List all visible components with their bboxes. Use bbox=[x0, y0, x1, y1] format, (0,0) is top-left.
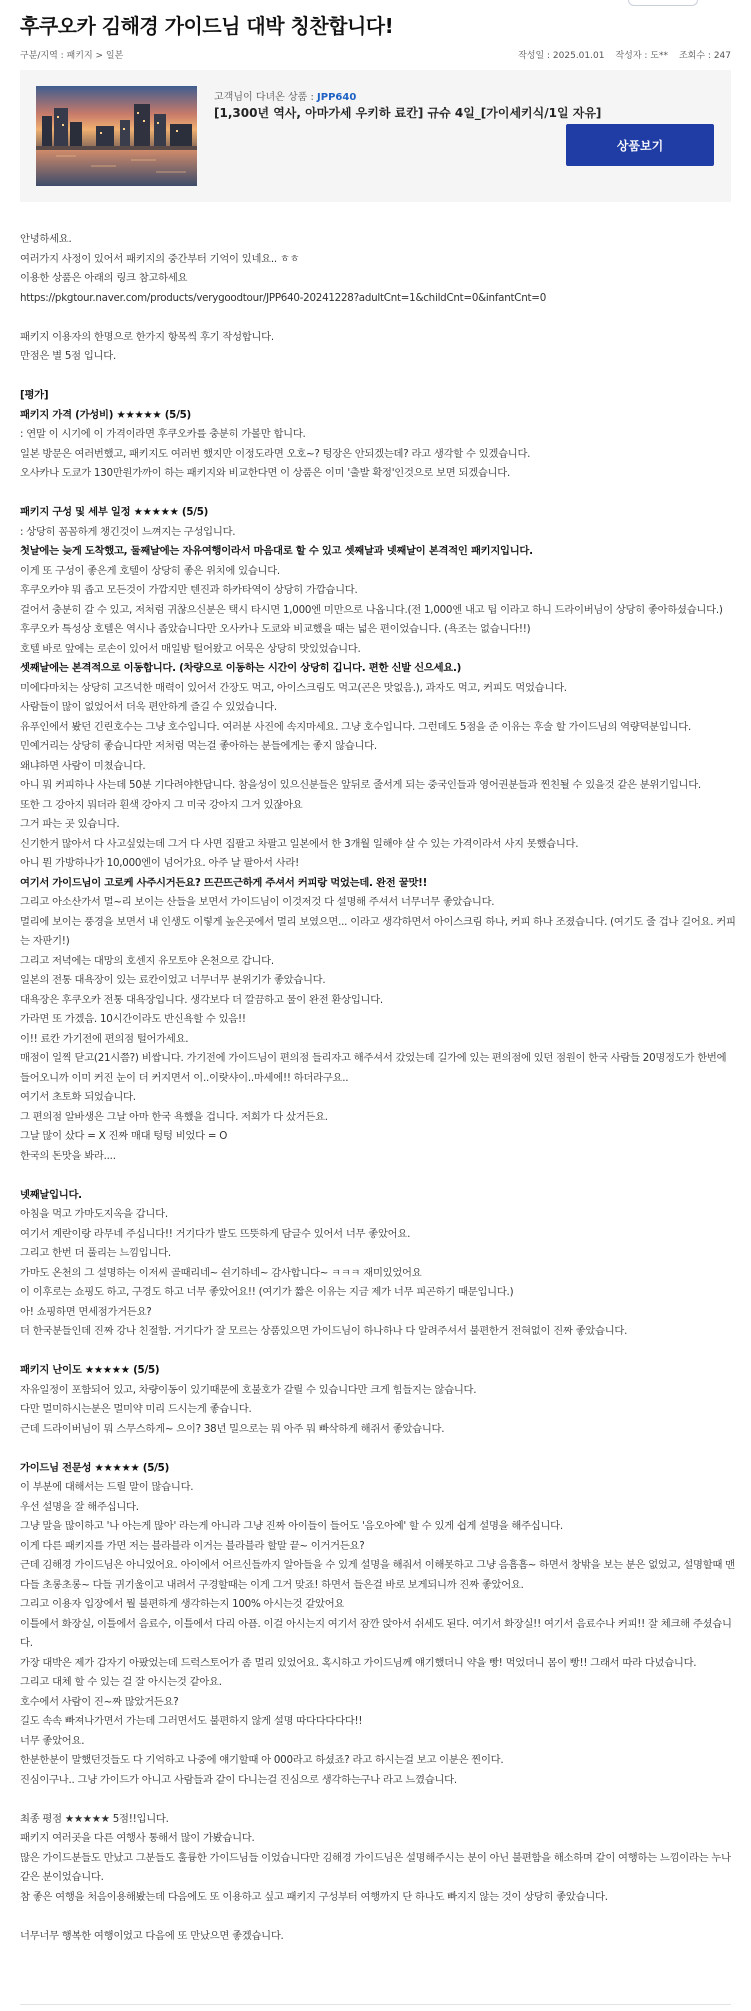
review-line: 가라면 또 가겠음. 10시간이라도 반신욕할 수 있음!! bbox=[20, 1013, 246, 1025]
review-line: 최종 평점 ★★★★★ 5점!!입니다. bbox=[20, 1812, 169, 1825]
review-line: 멀리에 보이는 풍경을 보면서 내 인생도 이렇게 높은곳에서 멀리 보였으면... 이라고 생각하면서 아이스크림 하나, 커피 하나 조졌습니다. (여기도 줄 겁나 길어요. 커피는 자판기!) bbox=[20, 915, 736, 947]
review-line: 또한 그 강아지 뭐더라 흰색 강아지 그 미국 강아지 그거 있잖아요 bbox=[20, 798, 303, 811]
review-line: 가이드님 전문성 ★★★★★ (5/5) bbox=[20, 1461, 170, 1474]
review-line: 그 편의점 알바생은 그날 아마 한국 욕했을 겁니다. 저희가 다 샀거든요. bbox=[20, 1110, 328, 1123]
review-line: 후쿠오카 특성상 호텔은 역시나 좁았습니다만 오사카나 도쿄와 비교했을 때는 넓은 편이었습니다. (욕조는 없습니다!!) bbox=[20, 623, 531, 635]
review-line: [평가] bbox=[20, 389, 49, 401]
review-line: 여기서 계란이랑 라무네 주십니다!! 거기다가 발도 뜨뜻하게 담글수 있어서 너무 좋았어요. bbox=[20, 1227, 411, 1240]
review-line: 다만 멀미하시는분은 멀미약 미리 드시는게 좋습니다. bbox=[20, 1403, 252, 1415]
review-line: 걸어서 충분히 갈 수 있고, 저처럼 귀찮으신분은 택시 타시면 1,000엔 미만으로 나옵니다.(전 1,000엔 내고 팁 이라고 하니 드라이버님이 상당히 좋아하셨습니다.) bbox=[20, 603, 723, 616]
review-line: 셋째날에는 본격적으로 이동합니다. (차량으로 이동하는 시간이 상당히 깁니다. 편한 신발 신으세요.) bbox=[20, 662, 462, 674]
bottom-divider bbox=[20, 2004, 731, 2005]
review-line: 이!! 료칸 가기전에 편의점 털어가세요. bbox=[20, 1032, 189, 1045]
review-line: 오사카나 도쿄가 130만원가까이 하는 패키지와 비교한다면 이 상품은 이미 '출발 확정'인것으로 보면 되겠습니다. bbox=[20, 467, 511, 479]
review-line: 패키지 여러곳을 다른 여행사 통해서 많이 가봤습니다. bbox=[20, 1832, 255, 1844]
review-line: 그리고 저녁에는 대망의 호센지 유모토야 온천으로 갑니다. bbox=[20, 954, 274, 967]
review-line: 근데 드라이버님이 뭐 스무스하게~ 으이? 38년 밀으로는 뭐 아주 뭐 빠삭하게 해쥐서 좋았습니다. bbox=[20, 1422, 445, 1435]
review-line: 진심이구나.. 그냥 가이드가 아니고 사람들과 같이 다니는걸 진심으로 생각하는구나 라고 느꼈습니다. bbox=[20, 1773, 457, 1786]
review-line: 많은 가이드분들도 만났고 그분들도 훌륭한 가이드님들 이었습니다만 김해경 가이드님은 설명해주시는 분이 아닌 불편함을 해소하며 같이 여행하는 느낌이라는 누나 같은 분이었습니다. bbox=[20, 1851, 731, 1883]
review-line: 너무너무 행복한 여행이었고 다음에 또 만났으면 좋겠습니다. bbox=[20, 1929, 284, 1942]
review-line: 패키지 난이도 ★★★★★ (5/5) bbox=[20, 1364, 160, 1376]
post-meta-right bbox=[518, 48, 731, 61]
post-author: 작성자 : 도** bbox=[615, 51, 668, 61]
review-line: 안녕하세요. bbox=[20, 233, 72, 245]
review-blank-line bbox=[20, 1790, 736, 1810]
review-line: 일본 방문은 여러번했고, 패키지도 여러번 했지만 이정도라면 오호~? 텅장은 안되겠는데? 라고 생각할 수 있겠습니다. bbox=[20, 447, 531, 460]
review-line: 넷째날입니다. bbox=[20, 1188, 82, 1201]
review-line: 이게 다른 패키지를 가면 저는 블라블라 이거는 블라블라 할말 끝~ 이거거든요? bbox=[20, 1539, 365, 1552]
review-line: 민예거리는 상당히 좋습니다만 저처럼 먹는걸 좋아하는 분들에게는 좋지 않습니다. bbox=[20, 740, 377, 752]
review-line: 사람들이 많이 없었어서 더욱 편안하게 즐길 수 있었습니다. bbox=[20, 701, 277, 713]
review-blank-line bbox=[20, 1907, 736, 1927]
review-line: 아니 뭐 커피하나 사는데 50분 기다려야한답니다. 참을성이 있으신분들은 앞뒤로 줄서게 되는 중국인들과 영어권분들과 찐친될 수 있을것 같은 분위기입니다. bbox=[20, 779, 701, 791]
review-line: 미에다마치는 상당히 고즈넉한 매력이 있어서 간장도 먹고, 아이스크림도 먹고(곤은 맛없음.), 과자도 먹고, 커피도 먹었습니다. bbox=[20, 681, 567, 694]
product-card bbox=[20, 70, 731, 202]
review-line: 패키지 이용자의 한명으로 한가지 항목씩 후기 작성합니다. bbox=[20, 330, 274, 343]
product-code[interactable]: JPP640 bbox=[317, 92, 357, 103]
review-line: 참 좋은 여행을 처음이용해봤는데 다음에도 또 이용하고 싶고 패키지 구성부터 여행까지 단 하나도 빠지지 않는 것이 상당히 좋았습니다. bbox=[20, 1890, 608, 1903]
review-line: 아! 쇼핑하면 면세점가거든요? bbox=[20, 1305, 152, 1318]
review-line: 이 부분에 대해서는 드릴 말이 많습니다. bbox=[20, 1481, 194, 1493]
review-line: 여기서 가이드님이 고로케 사주시거든요? 뜨끈뜨근하게 주셔서 커피랑 먹었는데. 완전 꿀맛!! bbox=[20, 876, 428, 889]
post-meta bbox=[20, 48, 731, 62]
review-line: 대욕장은 후쿠오카 전통 대욕장입니다. 생각보다 더 깔끔하고 물이 완전 환상입니다. bbox=[20, 993, 383, 1006]
review-blank-line bbox=[20, 1166, 736, 1186]
review-blank-line bbox=[20, 1342, 736, 1362]
review-line: 이용한 상품은 아래의 링크 참고하세요 bbox=[20, 272, 188, 284]
page-title: 후쿠오카 김해경 가이드님 대박 칭찬합니다! bbox=[20, 14, 394, 38]
review-line: 가장 대박은 제가 갑자기 아팠었는데 드럭스토어가 좀 멀리 있었어요. 혹시하고 가이드님께 얘기했더니 약을 빵! 먹었더니 몸이 빵!! 그래서 따라 다녔습니다. bbox=[20, 1656, 697, 1669]
review-line: 왜냐하면 사람이 미쳤습니다. bbox=[20, 759, 146, 772]
review-line: 그거 파는 곳 있습니다. bbox=[20, 818, 120, 830]
top-action-button[interactable] bbox=[628, 0, 698, 6]
product-thumbnail[interactable] bbox=[36, 86, 197, 186]
review-blank-line bbox=[20, 308, 736, 328]
review-line: 그리고 한번 더 풀리는 느낌입니다. bbox=[20, 1247, 171, 1259]
review-line: 근데 김해경 가이드님은 아니었어요. 아이에서 어르신들까지 알아들을 수 있게 설명을 해줘서 이해못하고 그냥 음흠흠~ 하면서 창밖을 보는 분은 없었고, 설명할때 맨 다들 초롱초롱~ 다들 귀기울이고 내려서 구경할때는 이게 그거 맞죠! 하면서 들은걸 바로 보게되니까 진짜 좋았어요. bbox=[20, 1559, 735, 1591]
review-line: 첫날에는 늦게 도착했고, 둘째날에는 자유여행이라서 마음대로 할 수 있고 셋째날과 넷째날이 본격적인 패키지입니다. bbox=[20, 545, 533, 557]
review-line: 여러가지 사정이 있어서 패키지의 중간부터 기억이 있네요.. ㅎㅎ bbox=[20, 252, 300, 265]
review-line: 우선 설명을 잘 해주십니다. bbox=[20, 1500, 139, 1513]
review-body bbox=[20, 230, 736, 1946]
review-line: : 연말 이 시기에 이 가격이라면 후쿠오카를 충분히 가볼만 합니다. bbox=[20, 428, 306, 440]
review-line: 한국의 돈맛을 봐라.... bbox=[20, 1149, 116, 1162]
review-line: 아니 뭔 가방하나가 10,000엔이 넘어가요. 아주 날 팔아서 사라! bbox=[20, 857, 299, 869]
review-line: 패키지 구성 및 세부 일정 ★★★★★ (5/5) bbox=[20, 506, 209, 518]
post-views: 조회수 : 247 bbox=[678, 51, 731, 61]
product-label bbox=[214, 88, 356, 103]
product-name[interactable]: [1,300년 역사, 아마가세 우키하 료칸] 규슈 4일_[가이세키식/1일 자유] bbox=[214, 106, 602, 120]
review-line: 이 이후로는 쇼핑도 하고, 구경도 하고 너무 좋았어요!! (여기가 짧은 이유는 지금 제가 너무 피곤하기 때문입니다.) bbox=[20, 1286, 514, 1298]
review-line: 그리고 이용자 입장에서 뭘 불편하게 생각하는지 100% 아시는것 같았어요 bbox=[20, 1598, 345, 1610]
review-line: 후쿠오카야 뭐 좁고 모든것이 가깝지만 텐진과 하카타역이 상당히 가깝습니다. bbox=[20, 584, 358, 596]
review-line: 이틀에서 화장실, 이틀에서 음료수, 이틀에서 다리 아픔. 이걸 아시는지 여기서 잠깐 앉아서 쉬세도 된다. 여기서 화장실!! 여기서 음료수나 커피!! 잘 체크해 주셨습니다. bbox=[20, 1617, 732, 1649]
review-line: 그리고 대체 할 수 있는 걸 잘 아시는것 같아요. bbox=[20, 1676, 222, 1688]
review-line: 그리고 아소산가서 멀~리 보이는 산들을 보면서 가이드님이 이것저것 다 설명해 주셔서 너무너무 좋았습니다. bbox=[20, 896, 495, 908]
review-line: 만점은 별 5점 입니다. bbox=[20, 350, 116, 362]
review-line: 자유일정이 포함되어 있고, 차량이동이 있기때문에 호불호가 갈릴 수 있습니다만 크게 힘들지는 않습니다. bbox=[20, 1383, 477, 1396]
review-line: https://pkgtour.naver.com/products/verygoodtour/JPP640-20241228?adultCnt=1&childCnt=0&infantCnt=0 bbox=[20, 291, 546, 304]
breadcrumb: 구분/지역 : 패키지 > 일본 bbox=[20, 51, 124, 61]
review-line: 여기서 초토화 되었습니다. bbox=[20, 1091, 136, 1103]
review-line: 그냥 말을 많이하고 '나 아는게 많아' 라는게 아니라 그냥 진짜 아이들이 들어도 '음오아예' 할 수 있게 쉽게 설명을 해주십니다. bbox=[20, 1520, 563, 1532]
review-line: 이게 또 구성이 좋은게 호텔이 상당히 좋은 위치에 있습니다. bbox=[20, 564, 280, 577]
review-blank-line bbox=[20, 484, 736, 504]
review-line: 더 한국분들인데 진짜 강나 친절함. 거기다가 잘 모르는 상품있으면 가이드님이 하나하나 다 알려주셔서 불편한거 전혀없이 진짜 좋았습니다. bbox=[20, 1325, 628, 1337]
review-line: 한분한분이 말했던것들도 다 기억하고 나중에 얘기할때 아 000라고 하셨죠? 라고 하시는걸 보고 이분은 찐이다. bbox=[20, 1754, 504, 1766]
review-line: 패키지 가격 (가성비) ★★★★★ (5/5) bbox=[20, 408, 191, 421]
product-thumbnail-image bbox=[36, 86, 197, 186]
post-date: 작성일 : 2025.01.01 bbox=[518, 51, 605, 61]
review-line: 가마도 온천의 그 설명하는 이저씨 골때리네~ 쉰기하네~ 감사합니다~ ㅋㅋㅋ 재미있었어요 bbox=[20, 1266, 422, 1279]
review-line: 호수에서 사람이 진~짜 많았거든요? bbox=[20, 1695, 179, 1708]
review-line: 너무 좋았어요. bbox=[20, 1734, 85, 1747]
review-line: 아침을 먹고 가마도지옥을 갑니다. bbox=[20, 1208, 168, 1220]
review-line: : 상당히 꼼꼼하게 챙긴것이 느껴지는 구성입니다. bbox=[20, 525, 236, 538]
review-line: 매점이 일찍 닫고(21시쯤?) 비쌉니다. 가기전에 가이드님이 편의점 들리자고 해주셔서 갔었는데 길가에 있는 편의점에 있던 점원이 한국 사람들 20명정도가 한번에 들어오니까 이미 커진 눈이 더 커지면서 이..이랏샤이..마세에!! 하더라구요.. bbox=[20, 1052, 727, 1084]
review-line: 일본의 전통 대욕장이 있는 료칸이었고 너무너무 분위기가 좋았습니다. bbox=[20, 974, 326, 986]
review-blank-line bbox=[20, 367, 736, 387]
product-label-prefix: 고객님이 다녀온 상품 : bbox=[214, 92, 318, 103]
view-product-button[interactable]: 상품보기 bbox=[566, 124, 714, 166]
review-line: 길도 속속 빠져나가면서 가는데 그러면서도 불편하지 않게 설명 따다다다다다!! bbox=[20, 1715, 363, 1727]
review-line: 유푸인에서 봤던 긴린호수는 그냥 호수입니다. 여러분 사진에 속지마세요. 그냥 호수입니다. 그런데도 5점을 준 이유는 후술 할 가이드님의 역량덕분입니다. bbox=[20, 720, 691, 733]
review-blank-line bbox=[20, 1439, 736, 1459]
review-line: 호텔 바로 앞에는 로손이 있어서 매일밤 털어왔고 어묵은 상당히 맛있었습니다. bbox=[20, 642, 361, 655]
review-line: 그날 많이 샀다 = X 진짜 매대 텅텅 비었다 = O bbox=[20, 1130, 228, 1142]
review-line: 신기한거 많아서 다 사고싶었는데 그거 다 사면 집팔고 차팔고 일본에서 한 3개월 일해야 살 수 있는 가격이라서 사지 못했습니다. bbox=[20, 837, 579, 850]
